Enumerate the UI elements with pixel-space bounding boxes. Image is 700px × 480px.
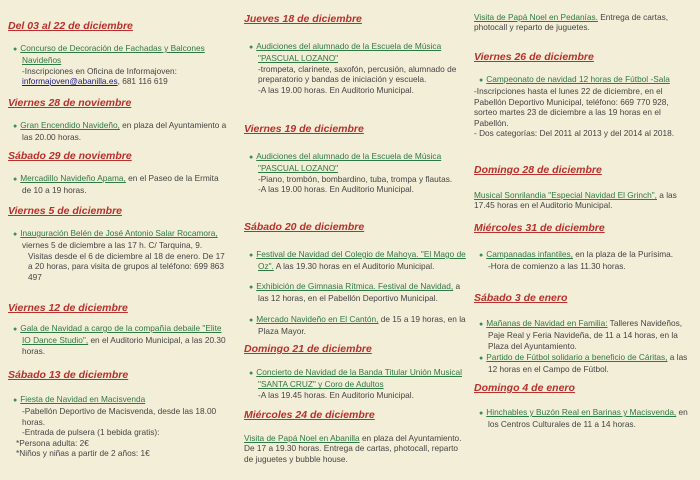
bullet-icon: ● (13, 46, 18, 53)
event-detail: -Entrada de pulsera (1 bebida gratis): (22, 427, 160, 438)
day-heading: Sábado 13 de diciembre (8, 369, 129, 381)
bullet-icon: ● (249, 44, 254, 51)
bullet-icon: ● (479, 321, 484, 328)
event-detail: -Inscripciones en Oficina de Informajoven: (22, 65, 177, 76)
bullet-icon: ● (479, 77, 484, 84)
event-item: ● Mercadillo Navideño Apama, en el Paseo de la Ermita de 10 a 19 horas. (13, 173, 219, 196)
event-title: Concurso de Decoración de Fachadas y Balcones Navideños (20, 43, 205, 66)
event-detail: -Piano, trombón, bombardino, tuba, trompa y flautas. (258, 173, 453, 184)
day-heading: Miércoles 31 de diciembre (474, 222, 605, 234)
event-detail: - Dos categorías: Del 2011 al 2013 y del 2014 al 2018. (474, 128, 675, 139)
day-heading: Del 03 al 22 de diciembre (8, 20, 133, 32)
event-item: ● Gran Encendido Navideño, en plaza del Ayuntamiento a las 20.00 horas. (13, 120, 227, 143)
day-heading: Sábado 3 de enero (474, 292, 568, 304)
day-heading: Viernes 28 de noviembre (8, 97, 132, 109)
event-detail: *Niños y niñas a partir de 2 años: 1€ (16, 448, 150, 459)
event-detail: Visitas desde el 6 de diciembre al 18 de enero. De 17 a 20 horas, para visita de grupos al teléfono: 699 863 497 (28, 250, 225, 282)
bullet-icon: ● (13, 231, 18, 238)
event-detail: -Hora de comienzo a las 11.30 horas. (488, 261, 626, 272)
bullet-icon: ● (249, 252, 254, 259)
bullet-icon: ● (249, 317, 254, 324)
event-item: ● Audiciones del alumnado de la Escuela de Música "PASCUAL LOZANO" (249, 151, 442, 174)
bullet-icon: ● (479, 252, 484, 259)
day-heading: Viernes 5 de diciembre (8, 205, 122, 217)
event-item: ● Hinchables y Buzón Real en Barinas y Macisvenda, en los Centros Culturales de 11 a 14 horas. (479, 407, 688, 430)
day-heading: Viernes 19 de diciembre (244, 123, 364, 135)
day-heading: Miércoles 24 de diciembre (244, 409, 375, 421)
bullet-icon: ● (13, 123, 18, 130)
bullet-icon: ● (249, 370, 254, 377)
event-detail: -A las 19.00 horas. En Auditorio Municipal. (258, 84, 414, 95)
event-item: ● Fiesta de Navidad en Macisvenda (13, 394, 146, 404)
bullet-icon: ● (13, 176, 18, 183)
event-item: Visita de Papá Noel en Pedanías. Entrega de cartas, photocall y reparto de juguetes. (474, 12, 669, 33)
column-3 (474, 0, 692, 480)
event-item (8, 43, 230, 66)
bullet-icon: ● (13, 397, 18, 404)
event-detail: -Pabellón Deportivo de Macisvenda, desde las 18.00 horas. (22, 406, 217, 427)
day-heading: Domingo 28 de diciembre (474, 164, 602, 176)
column-2 (244, 0, 466, 480)
day-heading: Sábado 29 de noviembre (8, 150, 132, 162)
column-1 (8, 0, 230, 480)
bullet-icon: ● (479, 355, 484, 362)
event-detail: *Persona adulta: 2€ (16, 437, 89, 448)
event-item: ● Mercado Navideño en El Cantón, de 15 a 19 horas, en la Plaza Mayor. (249, 314, 466, 337)
event-item: Musical Sonrilandia "Especial Navidad El Grinch", a las 17.45 horas en el Auditorio Municipal. (474, 190, 677, 211)
day-heading: Domingo 4 de enero (474, 382, 575, 394)
event-item: Visita de Papá Noel en Abanilla en plaza del Ayuntamiento. De 17 a 19.30 horas. Entrega de cartas, photocall, reparto de juguetes y bubble house. (244, 433, 462, 464)
event-detail: -Inscripciones hasta el lunes 22 de diciembre, en el Pabellón Deportivo Municipal, teléfono: 669 770 928, sorteo martes 23 de diciembre a las 19 horas en el Pabellón. (474, 86, 669, 128)
phone-text: , 681 116 619 (117, 76, 168, 87)
email-link[interactable]: informajoven@abanilla.es (22, 76, 118, 87)
event-item: ● Concierto de Navidad de la Banda Titular Unión Musical "SANTA CRUZ" y Coro de Adultos (249, 367, 462, 390)
day-heading: Sábado 20 de diciembre (244, 221, 365, 233)
event-item: ● Partido de Fútbol solidario a beneficio de Cáritas, a las 12 horas en el Campo de Fútbol. (479, 352, 688, 375)
day-heading: Viernes 12 de diciembre (8, 302, 128, 314)
event-item: ● Campeonato de navidad 12 horas de Fútbol -Sala (479, 74, 670, 84)
event-detail: -A las 19.45 horas. En Auditorio Municipal. (258, 389, 414, 400)
event-item: ● Exhibición de Gimnasia Rítmica. Festival de Navidad, a las 12 horas, en el Pabellón Deportivo Municipal. (249, 281, 461, 304)
event-item: ● Audiciones del alumnado de la Escuela de Música "PASCUAL LOZANO" (249, 41, 442, 64)
bullet-icon: ● (479, 410, 484, 417)
day-heading: Viernes 26 de diciembre (474, 51, 594, 63)
event-detail: -trompeta, clarinete, saxofón, percusión, alumnado de preparatorio y bandas de iniciación y escuela. (258, 63, 457, 85)
event-item: ● Campanadas infantiles, en la plaza de la Purísima. (479, 249, 674, 259)
event-item: ● Festival de Navidad del Colegio de Mahoya. "El Mago de Oz". A las 19.30 horas en el Auditorio Municipal. (249, 249, 466, 272)
day-heading: Jueves 18 de diciembre (244, 13, 362, 25)
event-detail: -A las 19.00 horas. En Auditorio Municipal. (258, 184, 414, 195)
bullet-icon: ● (249, 154, 254, 161)
bullet-icon: ● (249, 284, 254, 291)
event-item: ● Gala de Navidad a cargo de la compañía debaile "Elite IO Dance Studio", en el Auditorio Municipal, a las 20.30 horas. (13, 323, 226, 356)
event-item: ● Mañanas de Navidad en Familia: Talleres Navideños, Paje Real y Feria Navideña, de 11 a 14 horas, en la Plaza del Ayuntamiento. (479, 318, 683, 351)
day-heading: Domingo 21 de diciembre (244, 343, 372, 355)
event-item: ● Inauguración Belén de José Antonio Salar Rocamora, viernes 5 de diciembre a las 17 h. C/ Tarquina, 9. (13, 228, 218, 251)
bullet-icon: ● (13, 326, 18, 333)
